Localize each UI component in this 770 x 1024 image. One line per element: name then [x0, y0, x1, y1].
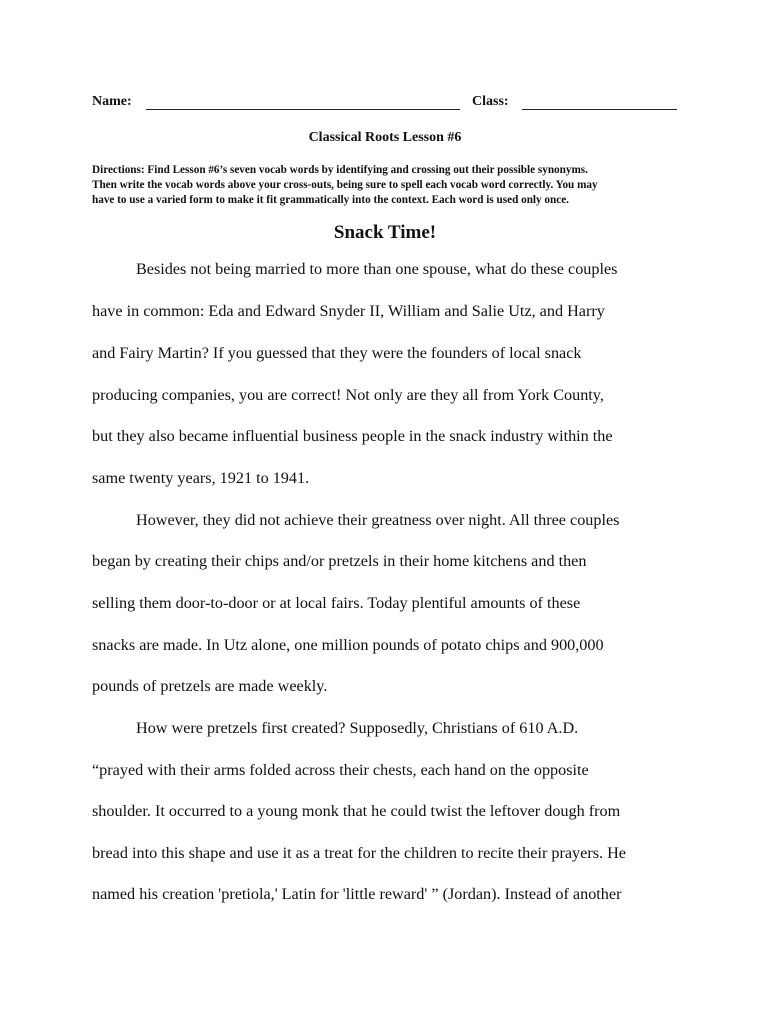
paragraph-line: producing companies, you are correct! Not only are they all from York County,: [92, 386, 604, 404]
lesson-title: Classical Roots Lesson #6: [308, 130, 462, 145]
directions-line: Then write the vocab words above your cross-outs, being sure to spell each vocab word correctly. You may: [92, 179, 598, 191]
paragraph-line: have in common: Eda and Edward Snyder II, William and Salie Utz, and Harry: [92, 302, 605, 320]
name-label: Name:: [92, 94, 132, 109]
paragraph-line: bread into this shape and use it as a treat for the children to recite their prayers. He: [92, 844, 626, 862]
paragraph-line: “prayed with their arms folded across their chests, each hand on the opposite: [92, 761, 589, 779]
directions-line: Directions: Find Lesson #6’s seven vocab words by identifying and crossing out their possible synonyms.: [92, 164, 588, 176]
paragraph-line: How were pretzels first created? Supposedly, Christians of 610 A.D.: [136, 719, 579, 737]
paragraph-line: selling them door-to-door or at local fairs. Today plentiful amounts of these: [92, 594, 581, 612]
paragraph-line: and Fairy Martin? If you guessed that they were the founders of local snack: [92, 344, 582, 362]
paragraph-line: named his creation 'pretiola,' Latin for 'little reward' ” (Jordan). Instead of another: [92, 885, 622, 903]
name-blank-line[interactable]: [146, 109, 460, 110]
paragraph-line: snacks are made. In Utz alone, one million pounds of potato chips and 900,000: [92, 636, 604, 654]
class-label: Class:: [472, 94, 509, 109]
story-title: Snack Time!: [333, 222, 437, 243]
paragraph-line: However, they did not achieve their greatness over night. All three couples: [136, 511, 620, 529]
paragraph-line: shoulder. It occurred to a young monk that he could twist the leftover dough from: [92, 802, 621, 820]
paragraph-line: same twenty years, 1921 to 1941.: [92, 469, 310, 487]
paragraph-line: but they also became influential business people in the snack industry within the: [92, 427, 613, 445]
paragraph-line: pounds of pretzels are made weekly.: [92, 677, 328, 695]
paragraph-line: Besides not being married to more than one spouse, what do these couples: [136, 260, 618, 278]
directions-line: have to use a varied form to make it fit grammatically into the context. Each word is used only once.: [92, 194, 569, 206]
paragraph-line: began by creating their chips and/or pretzels in their home kitchens and then: [92, 552, 587, 570]
class-blank-line[interactable]: [522, 109, 677, 110]
directions: [92, 163, 682, 208]
name-class-header: [92, 94, 680, 114]
